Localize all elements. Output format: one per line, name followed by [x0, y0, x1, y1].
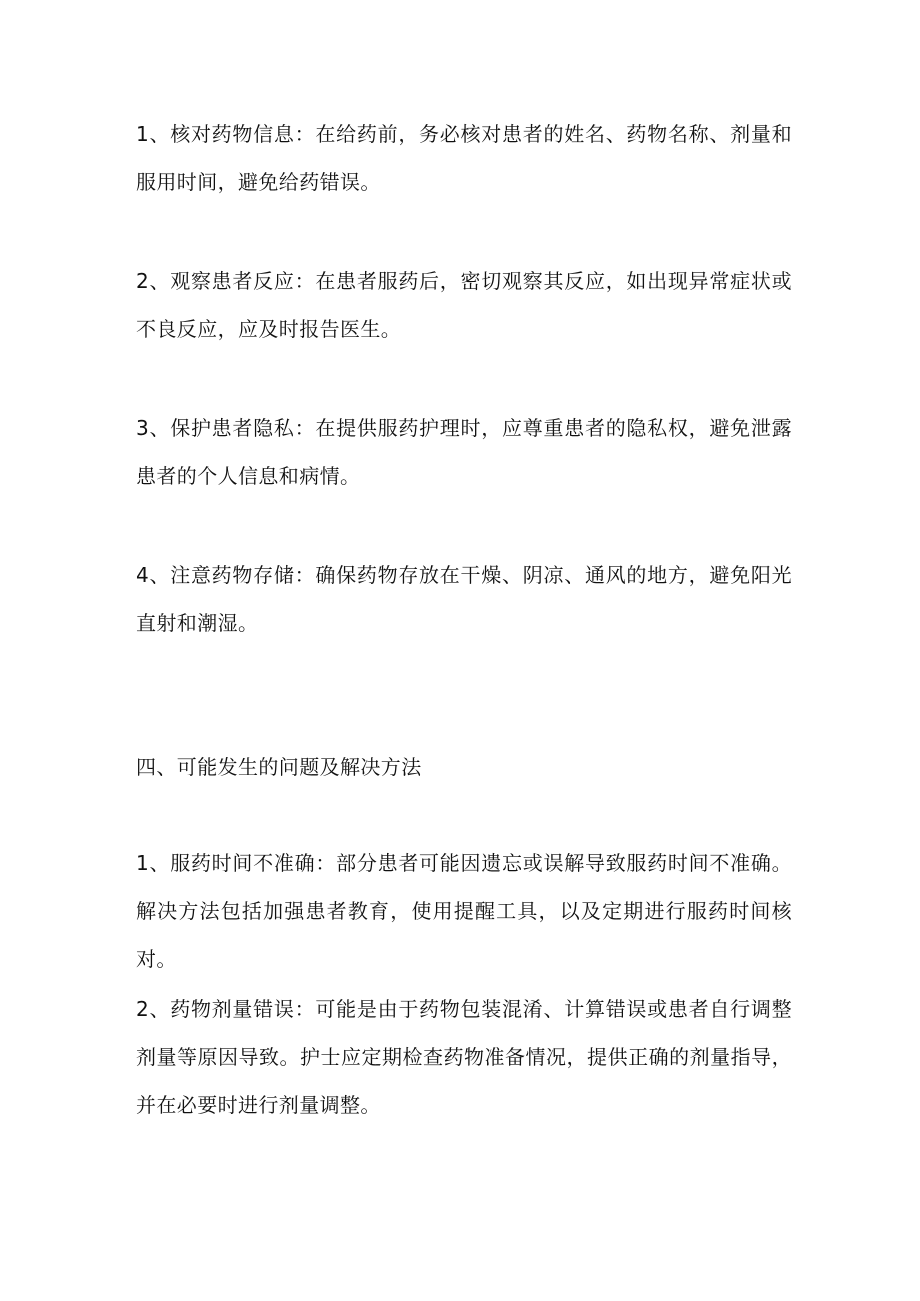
section-heading: 四、可能发生的问题及解决方法 — [136, 755, 422, 779]
paragraph-medication-storage: 4、注意药物存储：确保药物存放在干燥、阴凉、通风的地方，避免阳光直射和潮湿。 — [136, 563, 792, 635]
paragraph-observe-patient-reaction: 2、观察患者反应：在患者服药后，密切观察其反应，如出现异常症状或不良反应，应及时报告医生。 — [136, 269, 792, 341]
paragraph-protect-patient-privacy: 3、保护患者隐私：在提供服药护理时，应尊重患者的隐私权，避免泄露患者的个人信息和病情。 — [136, 416, 792, 488]
paragraph-dosage-error: 2、药物剂量错误：可能是由于药物包装混淆、计算错误或患者自行调整剂量等原因导致。护士应定期检查药物准备情况，提供正确的剂量指导，并在必要时进行剂量调整。 — [136, 997, 792, 1117]
paragraph-inaccurate-timing: 1、服药时间不准确：部分患者可能因遗忘或误解导致服药时间不准确。解决方法包括加强患者教育，使用提醒工具，以及定期进行服药时间核对。 — [136, 851, 792, 971]
paragraph-check-medication-info: 1、核对药物信息：在给药前，务必核对患者的姓名、药物名称、剂量和服用时间，避免给药错误。 — [136, 122, 792, 194]
